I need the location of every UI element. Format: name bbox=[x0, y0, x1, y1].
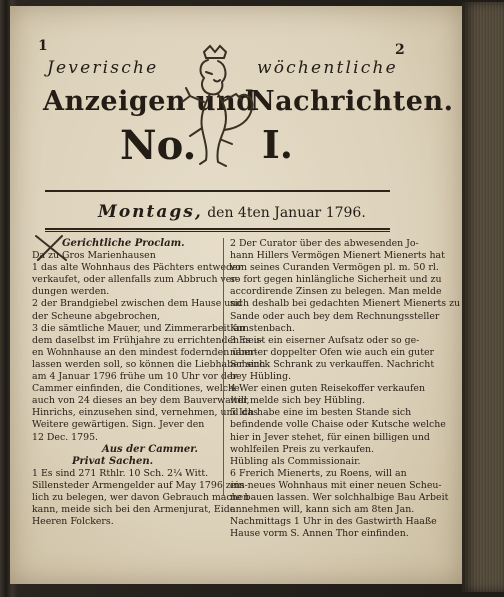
text-line: hann Hillers Vermögen Mienert Mienerts hat bbox=[230, 250, 445, 262]
text-line: lich zu belegen, wer davon Gebrauch machen bbox=[32, 491, 250, 503]
column-divider bbox=[223, 238, 224, 496]
text-line: lassen werden soll, so können die Liebhaber sich bbox=[32, 358, 266, 370]
text-line: Sande oder auch bey dem Rechnungssteller bbox=[230, 310, 440, 322]
text-line: 5 Ich habe eine im besten Stande sich bbox=[230, 407, 412, 419]
private-heading: Privat Sachen. bbox=[72, 455, 154, 467]
text-line: 6 Frerich Mienerts, zu Roens, will an bbox=[230, 467, 407, 479]
text-line: Heeren Folckers. bbox=[32, 516, 114, 528]
text-line: kann, meide sich bei den Armenjurat, Eide bbox=[32, 504, 236, 516]
date-text: den 4ten Januar 1796. bbox=[207, 205, 366, 221]
page-number-right: 2 bbox=[395, 42, 405, 58]
text-line: 1 das alte Wohnhaus des Pächters entweder bbox=[32, 262, 243, 274]
text-line: accordirende Zinsen zu belegen. Man melde bbox=[230, 286, 442, 298]
text-line: 12 Dec. 1795. bbox=[32, 431, 99, 443]
text-line: 2 Der Curator über des abwesenden Jo- bbox=[230, 238, 419, 249]
text-line: Cammer einfinden, die Conditiones, welche bbox=[32, 383, 240, 395]
text-line: Hübling als Commissionair. bbox=[230, 455, 361, 467]
header-rule-double bbox=[45, 231, 390, 232]
text-line: verkaufet, oder allenfalls zum Abbruch ver- bbox=[32, 274, 239, 286]
text-line: 2 der Brandgiebel zwischen dem Hause und bbox=[32, 298, 243, 310]
text-line: bey Hübling. bbox=[230, 371, 292, 383]
text-line: Schenck Schrank zu verkauffen. Nachricht bbox=[230, 358, 435, 370]
text-line: nannter doppelter Ofen wie auch ein guter bbox=[230, 346, 435, 358]
masthead-word-1: Jeverische bbox=[47, 58, 159, 78]
text-line: am 4 Januar 1796 frühe um 10 Uhr vor der bbox=[32, 371, 237, 383]
text-line: 1 Es sind 271 Rthlr. 10 Sch. 2¼ Witt. bbox=[32, 467, 209, 479]
text-line: ein neues Wohnhaus mit einer neuen Scheu- bbox=[230, 479, 442, 491]
text-line: ne bauen lassen. Wer solchhalbige Bau Arbeit bbox=[230, 491, 449, 503]
masthead-word-2: wöchentliche bbox=[257, 58, 398, 78]
text-line: sich deshalb bei gedachten Mienert Mienerts zu bbox=[230, 298, 461, 310]
text-line: Nachmittags 1 Uhr in des Gastwirth Haaße bbox=[230, 516, 437, 528]
private-notices-text bbox=[32, 467, 250, 528]
text-line: Weitere gewärtigen. Sign. Jever den bbox=[32, 419, 205, 431]
header-rule-top bbox=[45, 190, 390, 192]
text-line: der Scheune abgebrochen, bbox=[32, 310, 160, 322]
masthead-word-4: Nachrichten. bbox=[250, 86, 454, 117]
number-label: No. bbox=[120, 122, 197, 169]
right-column-text bbox=[230, 238, 461, 540]
text-line: dungen werden. bbox=[32, 286, 110, 298]
signature-line: Aus der Cammer. bbox=[102, 443, 199, 455]
issue-number: I. bbox=[262, 122, 294, 167]
text-line: en Wohnhause an den mindest fodernden über- bbox=[32, 346, 258, 358]
text-line: Kunstenbach. bbox=[230, 322, 295, 334]
text-line: Sillensteder Armengelder auf May 1796 zins- bbox=[32, 479, 248, 491]
newspaper-page bbox=[10, 6, 462, 584]
text-line: annehmen will, kann sich am 8ten Jan. bbox=[230, 504, 415, 516]
book-fore-edge bbox=[462, 2, 504, 592]
text-line: Da zu Gros Marienhausen bbox=[32, 250, 156, 262]
masthead-word-3: Anzeigen und bbox=[43, 86, 256, 117]
section-heading: Gerichtliche Proclam. bbox=[62, 238, 185, 249]
text-line: hier in Jever stehet, für einen billigen und bbox=[230, 431, 430, 443]
text-line: 4 Wer einen guten Reisekoffer verkaufen bbox=[230, 383, 425, 395]
text-line: so fort gegen hinlängliche Sicherheit und zu bbox=[230, 274, 442, 286]
text-line: von seines Curanden Vermögen pl. m. 50 rl. bbox=[230, 262, 439, 274]
right-column bbox=[230, 238, 461, 540]
header-rule-bottom bbox=[45, 228, 390, 230]
text-line: befindende volle Chaise oder Kutsche welche bbox=[230, 419, 446, 431]
text-line: will melde sich bey Hübling. bbox=[230, 395, 366, 407]
text-line: Hause vorm S. Annen Thor einfinden. bbox=[230, 528, 409, 540]
text-line: auch von 24 dieses an bey dem Bauverwalter, bbox=[32, 395, 250, 407]
text-line: 3 Es ist ein eiserner Aufsatz oder so ge- bbox=[230, 334, 420, 346]
page-number-left: 1 bbox=[38, 38, 48, 54]
text-line: 3 die sämtliche Mauer, und Zimmerarbeit an bbox=[32, 322, 245, 334]
dateline bbox=[98, 202, 366, 222]
date-weekday: Montags, bbox=[98, 202, 203, 222]
text-line: dem daselbst im Frühjahre zu errichtenden neu- bbox=[32, 334, 263, 346]
text-line: wohlfeilen Preis zu verkaufen. bbox=[230, 443, 375, 455]
text-line: Hinrichs, einzusehen sind, vernehmen, und das bbox=[32, 407, 258, 419]
